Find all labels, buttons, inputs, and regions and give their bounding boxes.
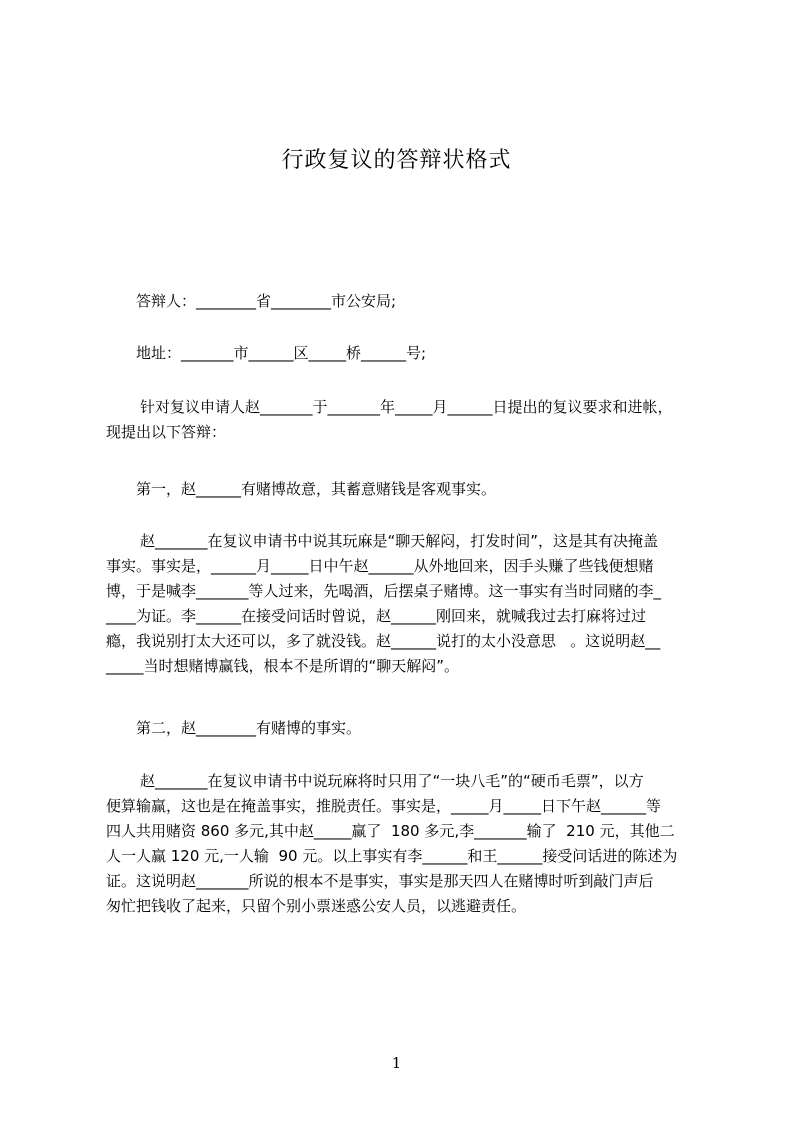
- point2-line: 匆忙把钱收了起来，只留个别小票迷惑公安人员，以逃避责任。: [106, 897, 527, 915]
- point1-line: 瘾，我说别打太大还可以，多了就没钱。赵______说打的太小没意思 。这说明赵__: [106, 632, 661, 650]
- point2-line: 四人共用赌资 860 多元,其中赵_____赢了 180 多元,李_______输了 210 元，其他二: [106, 822, 675, 840]
- point2-line: 证。这说明赵_______所说的根本不是事实，事实是那天四人在赌博时听到敲门声后: [106, 872, 654, 890]
- point1-line: _____当时想赌博赢钱，根本不是所谓的“聊天解闷”。: [106, 657, 460, 675]
- point1-body: [0, 529, 793, 679]
- point2-line: 人一人赢 120 元,一人输 90 元。以上事实有李______和王______接受问话进的陈述为: [106, 847, 678, 865]
- intro-paragraph: [0, 395, 793, 445]
- intro-line-1: 针对复议申请人赵_______于_______年_____月______日提出的复议要求和进帐，: [140, 398, 673, 416]
- point1-line: 博，于是喊李_______等人过来，先喝酒，后摆桌子赌博。这一事实有当时同赌的李_: [106, 582, 662, 600]
- respondent-line: 答辩人：________省________市公安局;: [136, 292, 397, 310]
- point1-line: ____为证。李______在接受问话时曾说，赵______刚回来，就喊我过去打麻将过过: [106, 607, 647, 625]
- point2-line: 便算输赢，这也是在掩盖事实，推脱责任。事实是，_____月_____日下午赵______等: [106, 797, 662, 815]
- point1-line: 事实。事实是，______月_____日中午赵______从外地回来，因手头赚了些钱便想赌: [106, 557, 654, 575]
- address-line: 地址：_______市______区_____桥______号;: [136, 344, 427, 362]
- point1-line: 赵_______在复议申请书中说其玩麻是“聊天解闷，打发时间”，这是其有决掩盖: [140, 532, 659, 550]
- point2-heading: 第二，赵________有赌博的事实。: [136, 719, 362, 737]
- intro-line-2: 现提出以下答辩：: [106, 423, 227, 441]
- point2-body: [0, 769, 793, 919]
- point1-heading: 第一，赵______有赌博故意，其蓄意赌钱是客观事实。: [136, 480, 497, 498]
- document-title: 行政复议的答辩状格式: [281, 148, 512, 173]
- page-number: 1: [391, 1054, 402, 1072]
- point2-line: 赵_______在复议申请书中说玩麻将时只用了“一块八毛”的“硬币毛票”，以方: [140, 772, 644, 790]
